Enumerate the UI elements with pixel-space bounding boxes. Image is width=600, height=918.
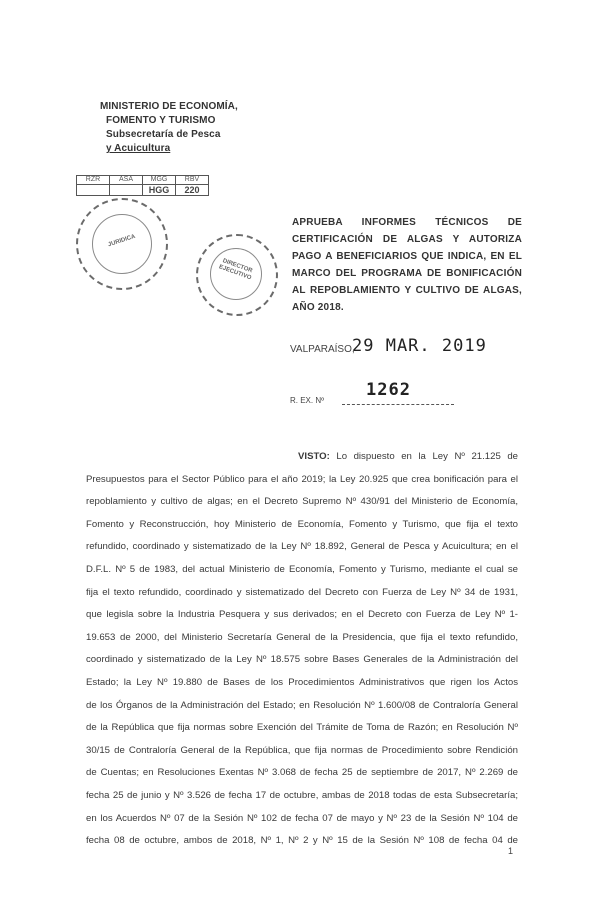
dist-header-cell: RZR xyxy=(77,176,110,185)
body-line: 19.653 de 2000, del Ministerio Secretaría General de la Presidencia, que fija el texto refundido, xyxy=(86,631,518,643)
body-line: coordinado y sistematizado de la Ley Nº 18.575 sobre Bases Generales de la Administración del xyxy=(86,654,518,666)
juridica-stamp-text: JURIDICA xyxy=(107,233,137,249)
distribution-table xyxy=(76,175,209,196)
dist-value-cell xyxy=(77,185,110,196)
body-line: fecha 25 de junio y Nº 3.526 de fecha 17 de octubre, ambas de 2018 todas de esta Subsecretaría; xyxy=(86,789,518,801)
body-line xyxy=(86,446,518,469)
body-line: fecha 08 de octubre, ambos de 2018, Nº 1, Nº 2 y Nº 15 de la Sesión Nº 108 de fecha 04 de xyxy=(86,835,518,847)
document-title: APRUEBA INFORMES TÉCNICOS DE CERTIFICACIÓN DE ALGAS Y AUTORIZA PAGO A BENEFICIARIOS QUE INDICA, EN EL MARCO DEL PROGRAMA DE BONIFICACIÓN AL REPOBLAMIENTO Y CULTIVO DE ALGAS, AÑO 2018. xyxy=(292,217,522,313)
body-line: D.F.L. Nº 5 de 1983, del actual Ministerio de Economía, Fomento y Turismo, mediante el cual se xyxy=(86,563,518,575)
header-line-ministry: MINISTERIO DE ECONOMÍA, xyxy=(100,101,238,112)
visto-label: VISTO: xyxy=(298,451,330,462)
dist-header-cell: ASA xyxy=(110,176,143,185)
juridica-stamp xyxy=(76,198,168,290)
header-line-subsecretaria: Subsecretaría de Pesca xyxy=(106,129,221,140)
header-line-fomento: FOMENTO Y TURISMO xyxy=(106,115,216,126)
body-line: de Cuentas; en Resoluciones Exentas Nº 3.068 de fecha 25 de septiembre de 2017, Nº 2.269 de xyxy=(86,767,518,779)
director-stamp-text: DIRECTOR EJECUTIVO xyxy=(217,258,254,282)
body-line: Presupuestos para el Sector Público para el año 2019; la Ley 20.925 que crea bonificación para el xyxy=(86,473,518,485)
rex-label: R. EX. Nº xyxy=(290,396,325,405)
dist-header-cell: RBV xyxy=(176,176,209,185)
document-date: 29 MAR. 2019 xyxy=(352,336,487,356)
body-line: Fomento y Reconstrucción, hoy Ministerio de Economía, Fomento y Turismo, que fija el texto xyxy=(86,518,518,530)
dist-header-cell: MGG xyxy=(143,176,176,185)
body-line: refundido, coordinado y sistematizado de la Ley Nº 18.892, General de Pesca y Acuicultura; en el xyxy=(86,541,518,553)
dist-value-cell: HGG xyxy=(143,185,176,196)
dist-value-cell xyxy=(110,185,143,196)
ministry-header xyxy=(100,100,260,156)
rex-number: 1262 xyxy=(366,380,411,400)
body-line: en los Acuerdos Nº 07 de la Sesión Nº 102 de fecha 07 de mayo y Nº 23 de la Sesión Nº 104 de xyxy=(86,812,518,824)
director-stamp xyxy=(196,234,278,316)
header-line-acuicultura: y Acuicultura xyxy=(106,143,171,154)
body-line-text: Lo dispuesto en la Ley Nº 21.125 de xyxy=(336,451,518,462)
body-line: Estado; la Ley Nº 19.880 de Bases de los Procedimientos Administrativos que rigen los Actos xyxy=(86,676,518,688)
body-line: repoblamiento y cultivo de algas; en el Decreto Supremo Nº 430/91 del Ministerio de Economía, xyxy=(86,496,518,508)
rex-underline xyxy=(342,404,454,405)
body-line: que legisla sobre la Industria Pesquera y sus derivados; en el Decreto con Fuerza de Ley Nº 1- xyxy=(86,609,518,621)
visto-paragraph xyxy=(86,446,518,853)
page-number: 1 xyxy=(508,846,514,856)
body-line: fija el texto refundido, coordinado y sistematizado del Decreto con Fuerza de Ley Nº 34 de 1931, xyxy=(86,586,518,598)
place-label: VALPARAÍSO, xyxy=(290,344,355,355)
body-line: 30/15 de Contraloría General de la República, que fija normas de Procedimiento sobre Rendición xyxy=(86,744,518,756)
body-line: de la República que fija normas sobre Exención del Trámite de Toma de Razón; en Resolución Nº xyxy=(86,722,518,734)
body-line: de los Órganos de la Administración del Estado; en Resolución Nº 1.600/08 de Contraloría General xyxy=(86,699,518,711)
dist-value-cell: 220 xyxy=(176,185,209,196)
